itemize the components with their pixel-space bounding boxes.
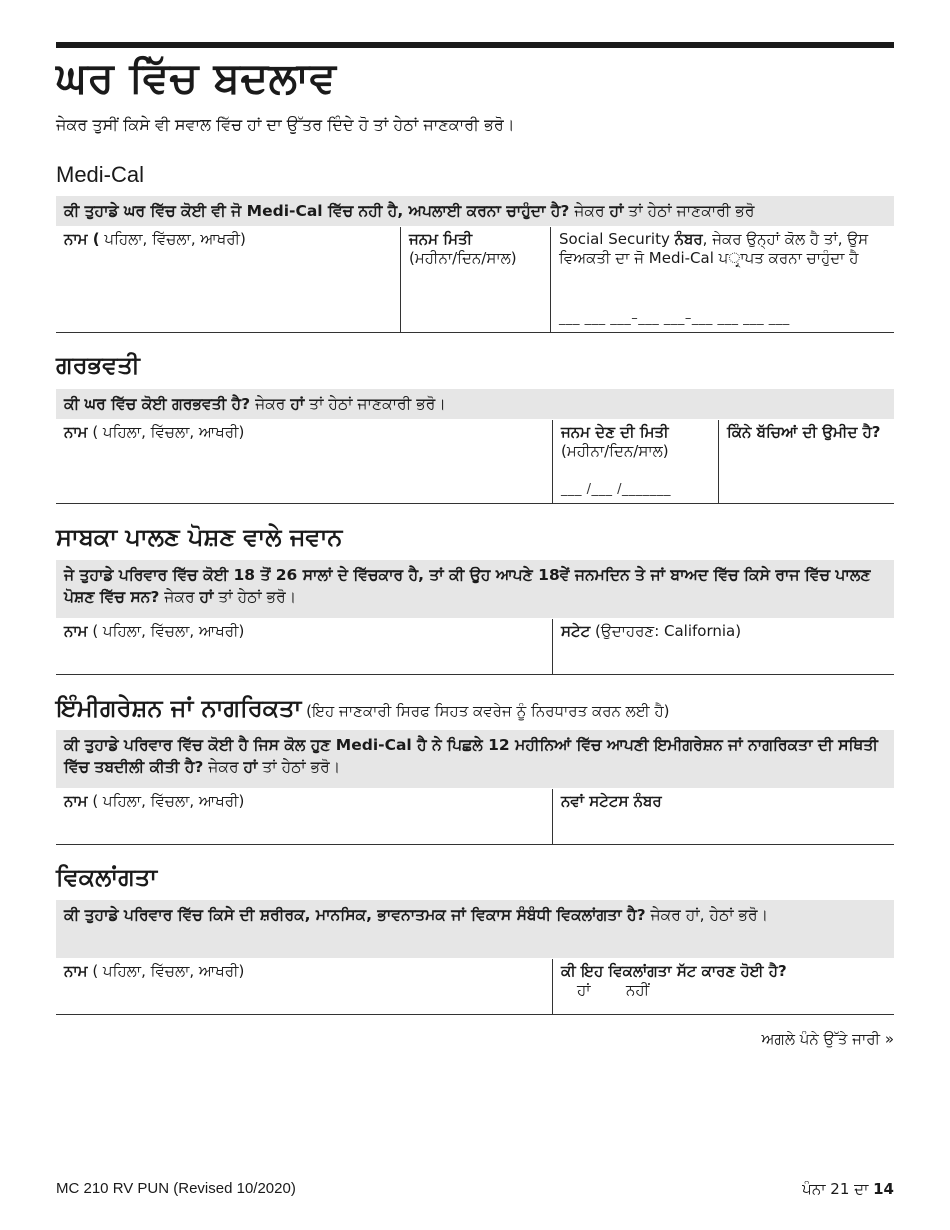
question-pregnancy: ਕੀ ਘਰ ਵਿੱਚ ਕੋਈ ਗਰਭਵਤੀ ਹੈ? ਜੇਕਰ ਹਾਂ ਤਾਂ ਹੇਠਾਂ ਜਾਣਕਾਰੀ ਭਰੋ।	[56, 389, 894, 419]
ssn-blanks: ___ ___ ___–___ ___–___ ___ ___ ___	[559, 311, 790, 326]
form-id: MC 210 RV PUN (Revised 10/2020)	[56, 1180, 296, 1197]
due-date-field[interactable]: ਜਨਮ ਦੇਣ ਦੀ ਮਿਤੀ (ਮਹੀਨਾ/ਦਿਨ/ਸਾਲ) ___ /___ /_______	[552, 420, 718, 503]
section-title-disability: ਵਿਕਲਾਂਗਤਾ	[56, 863, 158, 891]
section-title-foster: ਸਾਬਕਾ ਪਾਲਣ ਪੋਸ਼ਣ ਵਾਲੇ ਜਵਾਨ	[56, 523, 343, 551]
page-number: ਪੰਨਾ 21 ਦਾ 14	[802, 1180, 894, 1198]
dob-field[interactable]: ਜਨਮ ਮਿਤੀ (ਮਹੀਨਾ/ਦਿਨ/ਸਾਲ)	[400, 227, 550, 332]
option-no[interactable]: ਨਹੀਂ	[626, 981, 650, 999]
table-row-pregnancy	[56, 420, 894, 504]
section-title-immigration: ਇੰਮੀਗਰੇਸ਼ਨ ਜਾਂ ਨਾਗਰਿਕਤਾ (ਇਹ ਜਾਣਕਾਰੀ ਸਿਰਫ ਸਿਹਤ ਕਵਰੇਜ ਨੂੰ ਨਿਰਧਾਰਤ ਕਰਨ ਲਈ ਹੈ)	[56, 694, 670, 722]
due-date-blanks: ___ /___ /_______	[561, 482, 672, 497]
name-field[interactable]: ਨਾਮ ( ਪਹਿਲਾ, ਵਿੱਚਲਾ, ਆਖਰੀ)	[64, 792, 245, 810]
table-row-medical	[56, 227, 894, 333]
page-title: ਘਰ ਵਿੱਚ ਬਦਲਾਵ	[56, 53, 337, 102]
section-title-pregnancy: ਗਰਭਵਤੀ	[56, 351, 140, 379]
table-row-immigration	[56, 789, 894, 845]
table-row-disability	[56, 959, 894, 1015]
babies-expected-field[interactable]: ਕਿੰਨੇ ਬੱਚਿਆਂ ਦੀ ਉਮੀਦ ਹੈ?	[718, 420, 894, 503]
name-field[interactable]: ਨਾਮ ( ਪਹਿਲਾ, ਵਿੱਚਲਾ, ਆਖਰੀ)	[64, 622, 245, 640]
status-number-field[interactable]: ਨਵਾਂ ਸਟੇਟਸ ਨੰਬਰ	[552, 789, 894, 844]
name-field[interactable]: ਨਾਮ ( ਪਹਿਲਾ, ਵਿੱਚਲਾ, ਆਖਰੀ)	[64, 962, 245, 980]
intro-text: ਜੇਕਰ ਤੁਸੀਂ ਕਿਸੇ ਵੀ ਸਵਾਲ ਵਿੱਚ ਹਾਂ ਦਾ ਉੱਤਰ ਦਿੰਦੇ ਹੋ ਤਾਂ ਹੇਠਾਂ ਜਾਣਕਾਰੀ ਭਰੋ।	[56, 115, 515, 134]
continue-note: ਅਗਲੇ ਪੰਨੇ ਉੱਤੇ ਜਾਰੀ »	[761, 1030, 894, 1048]
question-immigration: ਕੀ ਤੁਹਾਡੇ ਪਰਿਵਾਰ ਵਿੱਚ ਕੋਈ ਹੈ ਜਿਸ ਕੋਲ ਹੁਣ Medi-Cal ਹੈ ਨੇ ਪਿਛਲੇ 12 ਮਹੀਨਿਆਂ ਵਿੱਚ ਆਪਣੀ ਇਮੀਗਰੇਸ਼ਨ ਜਾਂ ਨਾਗਰਿਕਤਾ ਦੀ ਸਥਿਤੀ ਵਿੱਚ ਤਬਦੀਲੀ ਕੀਤੀ ਹੈ? ਜੇਕਰ ਹਾਂ ਤਾਂ ਹੇਠਾਂ ਭਰੋ।	[56, 730, 894, 788]
name-field[interactable]: ਨਾਮ ( ਪਹਿਲਾ, ਵਿੱਚਲਾ, ਆਖਰੀ)	[64, 230, 246, 248]
name-field[interactable]: ਨਾਮ ( ਪਹਿਲਾ, ਵਿੱਚਲਾ, ਆਖਰੀ)	[64, 423, 245, 441]
question-medical: ਕੀ ਤੁਹਾਡੇ ਘਰ ਵਿੱਚ ਕੋਈ ਵੀ ਜੋ Medi-Cal ਵਿੱਚ ਨਹੀ ਹੈ, ਅਪਲਾਈ ਕਰਨਾ ਚਾਹੁੰਦਾ ਹੈ? ਜੇਕਰ ਹਾਂ ਤਾਂ ਹੇਠਾਂ ਜਾਣਕਾਰੀ ਭਰੋ	[56, 196, 894, 226]
ssn-field[interactable]: Social Security ਨੰਬਰ, ਜੇਕਰ ਉਨ੍ਹਾਂ ਕੋਲ ਹੈ ਤਾਂ, ਉਸ ਵਿਅਕਤੀ ਦਾ ਜੋ Medi-Cal ਪਰ੍ਾਪਤ ਕਰਨਾ ਚਾਹੁੰਦਾ ਹੈ ___ ___ ___–___ ___–___ ___ ___ ___	[550, 227, 894, 332]
table-row-foster	[56, 619, 894, 675]
injury-question: ਕੀ ਇਹ ਵਿਕਲਾਂਗਤਾ ਸੱਟ ਕਾਰਣ ਹੋਈ ਹੈ? ਹਾਂ ਨਹੀਂ	[552, 959, 894, 1014]
option-yes[interactable]: ਹਾਂ	[577, 981, 591, 999]
top-rule	[56, 42, 894, 48]
section-title-medical: Medi-Cal	[56, 162, 145, 187]
question-disability: ਕੀ ਤੁਹਾਡੇ ਪਰਿਵਾਰ ਵਿੱਚ ਕਿਸੇ ਦੀ ਸ਼ਰੀਰਕ, ਮਾਨਸਿਕ, ਭਾਵਨਾਤਮਕ ਜਾਂ ਵਿਕਾਸ ਸੰਬੰਧੀ ਵਿਕਲਾਂਗਤਾ ਹੈ? ਜੇਕਰ ਹਾਂ, ਹੇਠਾਂ ਭਰੋ।	[56, 900, 894, 958]
question-foster: ਜੇ ਤੁਹਾਡੇ ਪਰਿਵਾਰ ਵਿੱਚ ਕੋਈ 18 ਤੋਂ 26 ਸਾਲਾਂ ਦੇ ਵਿੱਚਕਾਰ ਹੈ, ਤਾਂ ਕੀ ਉਹ ਆਪਣੇ 18ਵੇਂ ਜਨਮਦਿਨ ਤੇ ਜਾਂ ਬਾਅਦ ਵਿੱਚ ਕਿਸੇ ਰਾਜ ਵਿੱਚ ਪਾਲਣ ਪੋਸ਼ਣ ਵਿੱਚ ਸਨ? ਜੇਕਰ ਹਾਂ ਤਾਂ ਹੇਠਾਂ ਭਰੋ।	[56, 560, 894, 618]
state-field[interactable]: ਸਟੇਟ (ਉਦਾਹਰਣ: California)	[552, 619, 894, 674]
